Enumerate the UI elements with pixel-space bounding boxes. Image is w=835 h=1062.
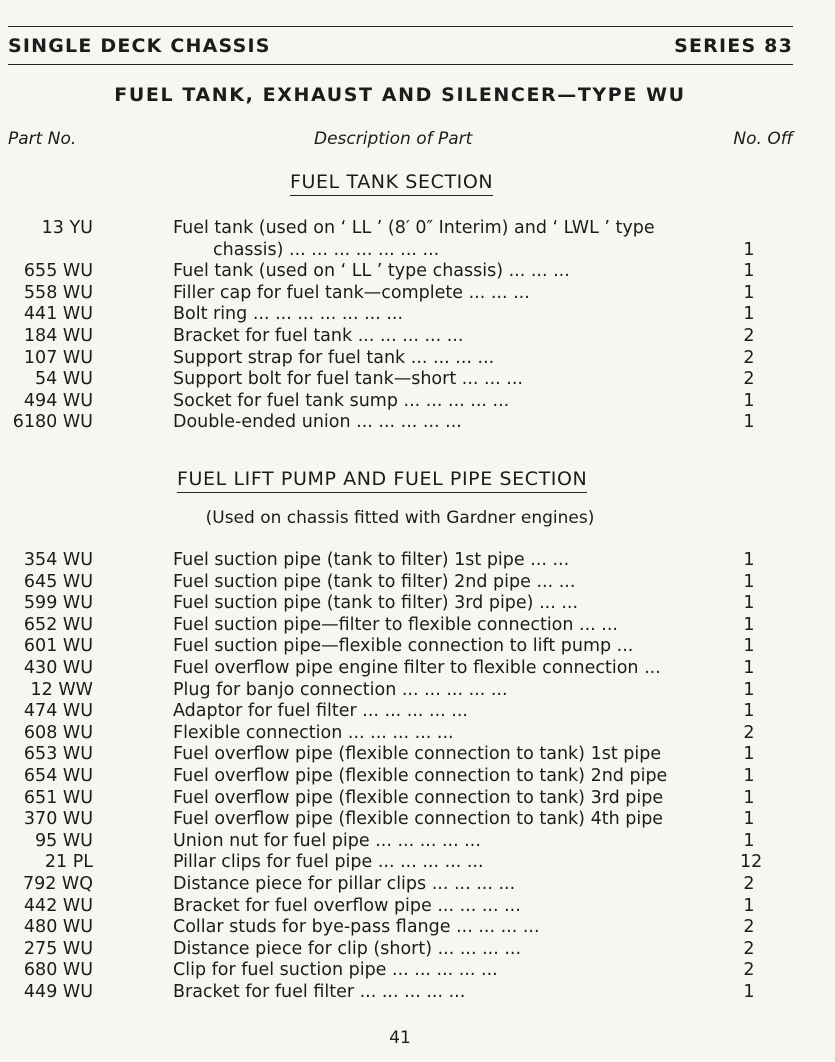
part-description: Support bolt for fuel tank—short ... ... ... xyxy=(173,369,523,390)
part-row xyxy=(0,283,835,305)
part-quantity: 1 xyxy=(743,304,755,325)
part-description: Distance piece for pillar clips ... ... ... ... xyxy=(173,873,516,894)
part-number: 107 WU xyxy=(23,347,93,368)
part-quantity: 2 xyxy=(743,938,755,959)
section-title-fuel-lift-pump: FUEL LIFT PUMP AND FUEL PIPE SECTION xyxy=(177,468,587,490)
part-description: Support strap for fuel tank ... ... ... ... xyxy=(173,347,495,368)
part-number: 680 WU xyxy=(23,960,93,981)
part-row xyxy=(0,744,835,766)
part-number: 558 WU xyxy=(23,282,93,303)
part-quantity: 1 xyxy=(743,830,755,851)
part-number: 480 WU xyxy=(23,917,93,938)
part-description: Fuel suction pipe—filter to flexible connection ... ... xyxy=(173,614,618,635)
part-number: 441 WU xyxy=(23,304,93,325)
part-number: 54 WU xyxy=(35,369,93,390)
part-row xyxy=(0,701,835,723)
part-row xyxy=(0,982,835,1004)
part-description: Fuel suction pipe (tank to filter) 1st pipe ... ... xyxy=(173,550,570,570)
part-row xyxy=(0,572,835,594)
part-number: 6180 WU xyxy=(12,412,93,433)
part-number: 474 WU xyxy=(23,701,93,722)
part-quantity: 2 xyxy=(743,722,755,743)
part-row xyxy=(0,831,835,853)
part-row xyxy=(0,218,835,240)
part-number: 354 WU xyxy=(23,550,93,570)
part-description: Fuel tank (used on ‘ LL ’ (8′ 0″ Interim) and ‘ LWL ’ type xyxy=(173,218,655,238)
parts-list-fuel-tank xyxy=(0,218,835,434)
section-note: (Used on chassis fitted with Gardner engines) xyxy=(205,508,595,528)
part-row xyxy=(0,261,835,283)
part-number: 655 WU xyxy=(23,261,93,282)
part-quantity: 1 xyxy=(743,679,755,700)
part-description: Pillar clips for fuel pipe ... ... ... ... ... xyxy=(173,852,484,873)
part-quantity: 12 xyxy=(740,852,763,873)
part-number: 442 WU xyxy=(23,895,93,916)
column-header-description: Description of Part xyxy=(314,129,473,149)
part-number: 449 WU xyxy=(23,981,93,1002)
column-header-no-off: No. Off xyxy=(733,129,793,149)
part-description: Bracket for fuel filter ... ... ... ... ... xyxy=(173,981,466,1002)
running-header-right: SERIES 83 xyxy=(674,35,793,57)
part-number: 654 WU xyxy=(23,765,93,786)
part-number: 608 WU xyxy=(23,722,93,743)
part-description: Collar studs for bye-pass flange ... ... ... ... xyxy=(173,917,540,938)
part-row xyxy=(0,917,835,939)
part-row xyxy=(0,369,835,391)
part-description: Double-ended union ... ... ... ... ... xyxy=(173,412,462,433)
part-number: 13 YU xyxy=(41,218,93,238)
part-quantity: 1 xyxy=(743,744,755,765)
part-number: 430 WU xyxy=(23,657,93,678)
running-header-left: SINGLE DECK CHASSIS xyxy=(8,35,271,57)
part-quantity: 2 xyxy=(743,873,755,894)
part-description: Filler cap for fuel tank—complete ... ... ... xyxy=(173,282,530,303)
column-header-part-no: Part No. xyxy=(8,129,77,149)
part-quantity: 1 xyxy=(743,390,755,411)
part-row xyxy=(0,593,835,615)
part-number: 653 WU xyxy=(23,744,93,765)
part-quantity: 1 xyxy=(743,239,755,260)
part-description: chassis) ... ... ... ... ... ... ... xyxy=(213,239,440,260)
part-quantity: 1 xyxy=(743,981,755,1002)
part-quantity: 1 xyxy=(743,614,755,635)
part-row xyxy=(0,788,835,810)
part-row xyxy=(0,896,835,918)
part-description: Fuel tank (used on ‘ LL ’ type chassis) ... ... ... xyxy=(173,261,570,282)
part-number: 652 WU xyxy=(23,614,93,635)
part-description: Fuel overflow pipe (flexible connection to tank) 1st pipe xyxy=(173,744,662,765)
part-quantity: 1 xyxy=(743,765,755,786)
part-row xyxy=(0,766,835,788)
part-row xyxy=(0,658,835,680)
section-title-fuel-tank: FUEL TANK SECTION xyxy=(290,171,493,193)
part-description: Fuel overflow pipe (flexible connection to tank) 2nd pipe xyxy=(173,765,668,786)
part-quantity: 1 xyxy=(743,261,755,282)
part-row xyxy=(0,615,835,637)
part-row xyxy=(0,809,835,831)
part-quantity: 2 xyxy=(743,960,755,981)
part-row xyxy=(0,636,835,658)
part-row xyxy=(0,680,835,702)
part-description: Fuel suction pipe—flexible connection to lift pump ... xyxy=(173,636,634,657)
part-description: Fuel overflow pipe (flexible connection to tank) 3rd pipe xyxy=(173,787,664,808)
part-description: Adaptor for fuel filter ... ... ... ... ... xyxy=(173,701,468,722)
part-quantity: 1 xyxy=(743,550,755,570)
part-row xyxy=(0,326,835,348)
part-number: 21 PL xyxy=(44,852,93,873)
part-description: Fuel overflow pipe engine filter to flexible connection ... xyxy=(173,657,661,678)
part-number: 275 WU xyxy=(23,938,93,959)
part-quantity: 1 xyxy=(743,282,755,303)
part-description: Distance piece for clip (short) ... ... ... ... xyxy=(173,938,522,959)
part-quantity: 1 xyxy=(743,593,755,614)
part-row xyxy=(0,960,835,982)
part-number: 494 WU xyxy=(23,390,93,411)
part-row xyxy=(0,391,835,413)
part-number: 651 WU xyxy=(23,787,93,808)
part-quantity: 2 xyxy=(743,369,755,390)
part-row xyxy=(0,348,835,370)
part-quantity: 1 xyxy=(743,895,755,916)
part-quantity: 1 xyxy=(743,636,755,657)
part-description: Fuel overflow pipe (flexible connection to tank) 4th pipe xyxy=(173,809,664,830)
part-number: 599 WU xyxy=(23,593,93,614)
part-description: Union nut for fuel pipe ... ... ... ... ... xyxy=(173,830,481,851)
page-title: FUEL TANK, EXHAUST AND SILENCER—TYPE WU xyxy=(114,84,686,106)
part-number: 12 WW xyxy=(30,679,93,700)
part-quantity: 2 xyxy=(743,347,755,368)
part-description: Fuel suction pipe (tank to filter) 2nd pipe ... ... xyxy=(173,571,576,592)
part-quantity: 1 xyxy=(743,412,755,433)
part-description: Bracket for fuel overflow pipe ... ... ... ... xyxy=(173,895,521,916)
part-number: 645 WU xyxy=(23,571,93,592)
part-quantity: 1 xyxy=(743,787,755,808)
part-description: Fuel suction pipe (tank to filter) 3rd pipe) ... ... xyxy=(173,593,579,614)
part-number: 95 WU xyxy=(35,830,93,851)
part-row xyxy=(0,852,835,874)
part-number: 792 WQ xyxy=(22,873,93,894)
part-description: Bolt ring ... ... ... ... ... ... ... xyxy=(173,304,404,325)
part-description: Bracket for fuel tank ... ... ... ... ... xyxy=(173,325,464,346)
header-rule xyxy=(8,64,793,65)
top-rule xyxy=(8,26,793,27)
part-description: Clip for fuel suction pipe ... ... ... ... ... xyxy=(173,960,498,981)
part-description: Socket for fuel tank sump ... ... ... ... ... xyxy=(173,390,510,411)
part-description: Plug for banjo connection ... ... ... ... ... xyxy=(173,679,508,700)
part-quantity: 1 xyxy=(743,809,755,830)
part-row xyxy=(0,304,835,326)
part-quantity: 1 xyxy=(743,657,755,678)
part-row xyxy=(0,939,835,961)
part-quantity: 1 xyxy=(743,701,755,722)
page-number: 41 xyxy=(389,1028,411,1048)
part-number: 601 WU xyxy=(23,636,93,657)
part-number: 370 WU xyxy=(23,809,93,830)
part-row xyxy=(0,723,835,745)
part-quantity: 2 xyxy=(743,917,755,938)
part-row xyxy=(0,874,835,896)
part-row xyxy=(0,550,835,572)
part-quantity: 2 xyxy=(743,325,755,346)
parts-list-fuel-lift-pump xyxy=(0,550,835,1003)
part-number: 184 WU xyxy=(23,325,93,346)
part-description: Flexible connection ... ... ... ... ... xyxy=(173,722,454,743)
part-row xyxy=(0,240,835,262)
part-quantity: 1 xyxy=(743,571,755,592)
part-row xyxy=(0,412,835,434)
